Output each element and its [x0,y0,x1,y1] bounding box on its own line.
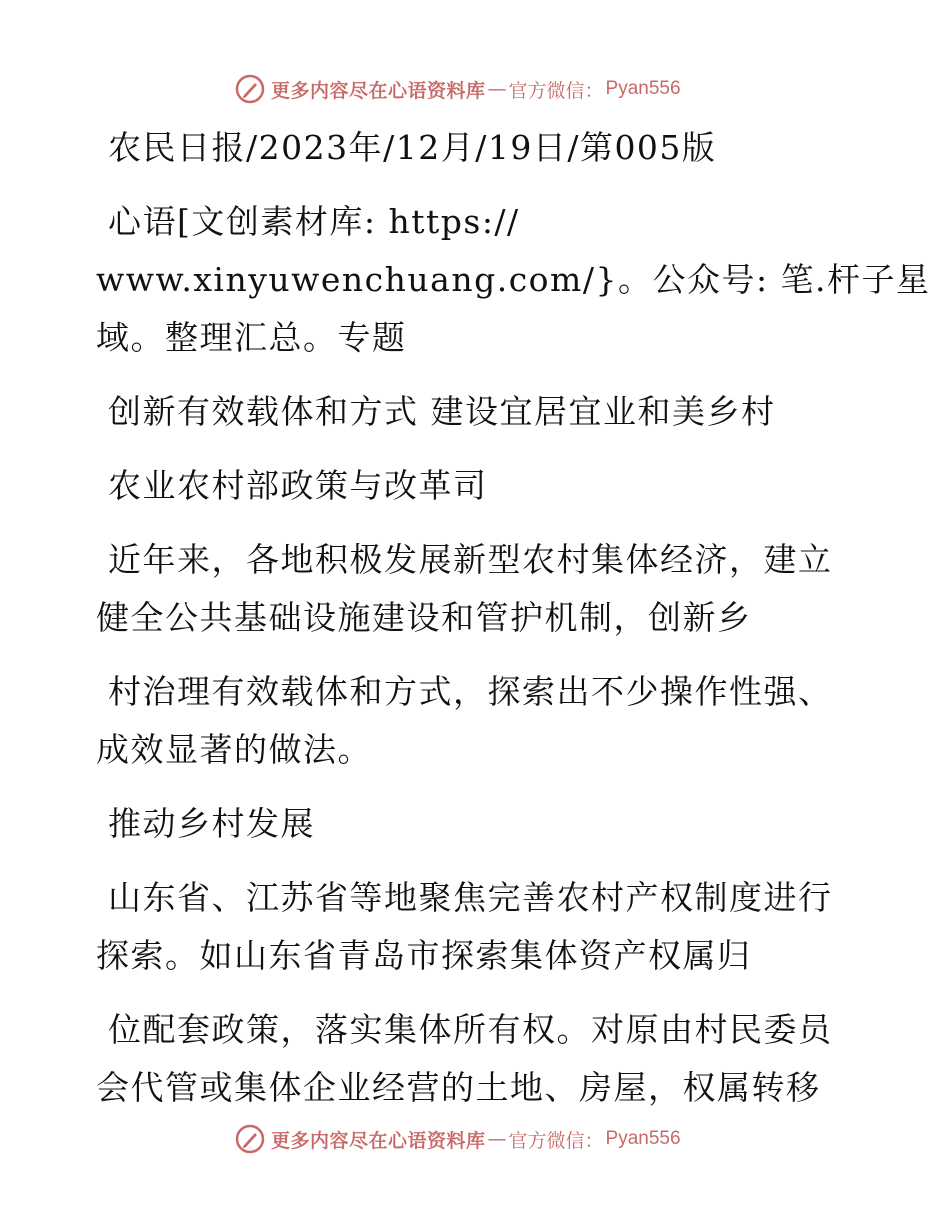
document-source-line: 农民日报/2023年/12月/19日/第005版 [108,128,717,167]
document-line: www.xinyuwenchuang.com/}。公众号: 笔.杆子星 [96,260,931,299]
watermark-wechat-id: Pyan556 [605,78,681,99]
watermark-text: 更多内容尽在心语资料库 [271,1129,486,1152]
section-heading: 推动乡村发展 [108,804,315,843]
document-line: 探索。如山东省青岛市探索集体资产权属归 [96,936,752,975]
document-line: 健全公共基础设施建设和管护机制，创新乡 [96,598,752,637]
document-line: 位配套政策，落实集体所有权。对原由村民委员 [108,1010,833,1049]
watermark-separator: — [487,1128,507,1150]
document-line: 村治理有效载体和方式，探索出不少操作性强、 [108,672,833,711]
document-line: 域。整理汇总。专题 [96,318,407,357]
pen-logo-icon [235,1124,265,1154]
watermark-wechat-label: 官方微信： [508,1129,604,1152]
pen-logo-icon [235,74,265,104]
article-title: 创新有效载体和方式 建设宜居宜业和美乡村 [108,392,776,431]
document-line: 心语[文创素材库: https:// [108,202,520,241]
watermark-text: 更多内容尽在心语资料库 [271,79,486,102]
document-line: 山东省、江苏省等地聚焦完善农村产权制度进行 [108,878,833,917]
watermark-wechat-label: 官方微信： [508,79,604,102]
document-line: 近年来，各地积极发展新型农村集体经济，建立 [108,540,833,579]
document-line: 会代管或集体企业经营的土地、房屋，权属转移 [96,1068,821,1107]
watermark-header [235,72,715,106]
watermark-wechat-id: Pyan556 [605,1128,681,1149]
article-author: 农业农村部政策与改革司 [108,466,488,505]
document-line: 成效显著的做法。 [96,730,372,769]
watermark-footer [235,1122,715,1156]
watermark-separator: — [487,78,507,100]
